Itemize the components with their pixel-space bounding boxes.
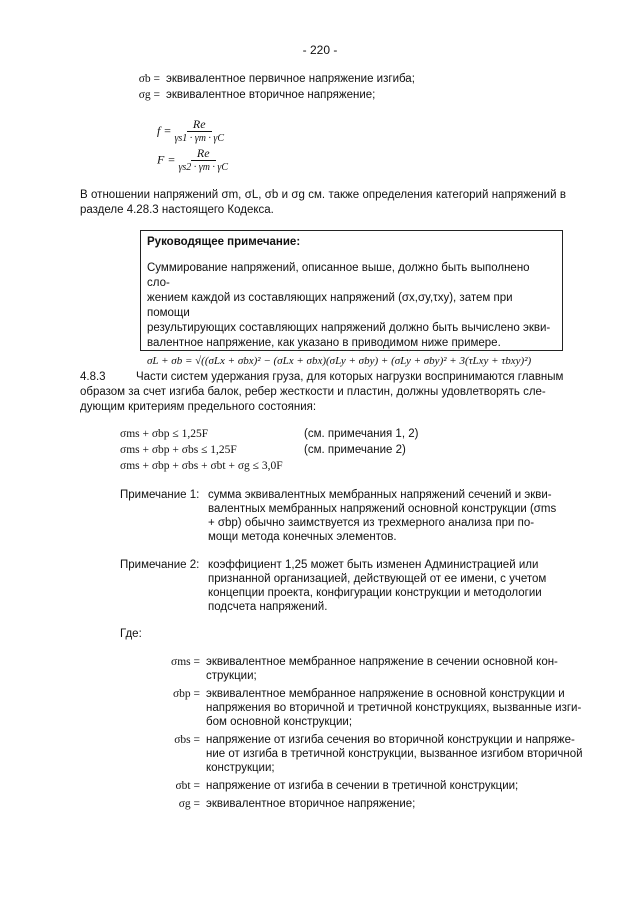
note-line: валентных мембранных напряжений основной конструкции (σms: [208, 503, 557, 515]
formula-f: [157, 118, 224, 145]
note-line: концепции проекта, конфигурации конструкции и методологии: [208, 587, 542, 599]
where-line: напряжение от изгиба сечения во вторичной конструкции и напряже-: [206, 734, 575, 746]
where-text: [206, 797, 415, 811]
definition-symbol: σb =: [138, 73, 160, 85]
note-label: Примечание 1:: [120, 489, 200, 501]
guidance-line: результирующих составляющих напряжений должно быть вычислено экви-: [147, 322, 551, 334]
guidance-line: Суммирование напряжений, описанное выше, должно быть выполнено сло-: [147, 262, 530, 289]
criterion-note: (см. примечание 2): [304, 444, 406, 456]
note-line: мощи метода конечных элементов.: [208, 531, 397, 543]
criterion-expression: σms + σbp + σbs + σbt + σg ≤ 3,0F: [120, 460, 283, 472]
where-symbol: σbp =: [172, 688, 200, 700]
where-text: [206, 779, 518, 793]
where-symbol: σms =: [171, 656, 200, 668]
notes: [120, 488, 566, 614]
page-number: - 220 -: [302, 43, 338, 57]
formula-lhs: f =: [157, 123, 172, 138]
note-1: [120, 488, 566, 544]
reference-paragraph: В отношении напряжений σm, σL, σb и σg см. также определения категорий напряжений в разделе 4.28.3 настоящего Кодекса.: [80, 189, 566, 216]
formula-numerator: Re: [187, 118, 212, 132]
definition-symbol: σg =: [138, 89, 160, 101]
where-row: [160, 733, 588, 775]
definition-text: эквивалентное вторичное напряжение;: [166, 89, 376, 101]
criteria-list: [120, 426, 540, 474]
where-line: струкции;: [206, 670, 257, 682]
section-line: дующим критериям предельного состояния:: [80, 401, 317, 413]
note-body: [208, 488, 556, 544]
formula-denominator: γs2 · γm · γC: [178, 162, 229, 173]
note-2: [120, 558, 566, 614]
where-symbol: σbt =: [175, 780, 200, 792]
section-4-8-3: [80, 370, 566, 415]
guidance-text: [147, 261, 554, 351]
note-body: [208, 558, 546, 614]
where-text: [206, 687, 581, 729]
where-line: ние от изгиба в третичной конструкции, вызванное изгибом вторичной: [206, 748, 583, 760]
definition-row: [120, 88, 560, 102]
where-line: эквивалентное мембранное напряжение в основной конструкции и: [206, 688, 565, 700]
where-line: напряжения во вторичной и третичной конструкциях, вызванные изги-: [206, 702, 582, 714]
guidance-title: Руководящее примечание:: [147, 236, 301, 248]
section-line: образом за счет изгиба балок, ребер жесткости и пластин, должны удовлетворять сле-: [80, 386, 546, 398]
where-line: эквивалентное вторичное напряжение;: [206, 798, 416, 810]
definition-row: [120, 72, 560, 86]
where-symbol: σbs =: [174, 734, 200, 746]
guidance-formula: σL + σb = √((σLx + σbx)² − (σLx + σbx)(σLy + σby) + (σLy + σby)² + 3(τLxy + τbxy)²): [147, 355, 532, 367]
criterion-row: [120, 458, 540, 474]
note-line: подсчета напряжений.: [208, 601, 328, 613]
formula-numerator: Re: [191, 147, 216, 161]
definition-text: эквивалентное первичное напряжение изгиба;: [166, 73, 415, 85]
where-definitions: [160, 655, 588, 811]
where-line: эквивалентное мембранное напряжение в сечении основной кон-: [206, 656, 558, 668]
section-number: 4.8.3: [80, 371, 106, 383]
where-row: [160, 687, 588, 729]
criterion-note: (см. примечания 1, 2): [304, 428, 419, 440]
where-symbol: σg =: [178, 798, 200, 810]
formula-lhs: F =: [157, 152, 176, 167]
criterion-expression: σms + σbp + σbs ≤ 1,25F: [120, 444, 237, 456]
where-line: конструкции;: [206, 762, 275, 774]
where-line: напряжение от изгиба в сечении в третичной конструкции;: [206, 780, 519, 792]
criterion-row: [120, 426, 540, 442]
formula-denominator: γs1 · γm · γC: [174, 133, 225, 144]
note-line: + σbp) обычно заимствуется из трехмерного анализа при по-: [208, 517, 535, 529]
section-line: Части систем удержания груза, для которых нагрузки воспринимаются главным: [136, 371, 564, 383]
note-line: признанной организацией, действующей от ее имени, с учетом: [208, 573, 547, 585]
criterion-row: [120, 442, 540, 458]
criterion-expression: σms + σbp ≤ 1,25F: [120, 428, 209, 440]
where-text: [206, 655, 558, 683]
guidance-line: жением каждой из составляющих напряжений (σx,σy,τxy), затем при помощи: [147, 292, 513, 319]
where-text: [206, 733, 583, 775]
note-line: сумма эквивалентных мембранных напряжений сечений и экви-: [208, 489, 552, 501]
where-line: бом основной конструкции;: [206, 716, 353, 728]
guidance-box: [140, 230, 563, 367]
where-row: [160, 655, 588, 683]
where-row: [160, 779, 588, 793]
top-definitions: [120, 72, 560, 102]
where-row: [160, 797, 588, 811]
note-line: коэффициент 1,25 может быть изменен Администрацией или: [208, 559, 539, 571]
note-label: Примечание 2:: [120, 559, 200, 571]
formula-F: [157, 147, 228, 174]
where-label: Где:: [120, 628, 142, 640]
guidance-line: валентное напряжение, как указано в приводимом ниже примере.: [147, 337, 501, 349]
